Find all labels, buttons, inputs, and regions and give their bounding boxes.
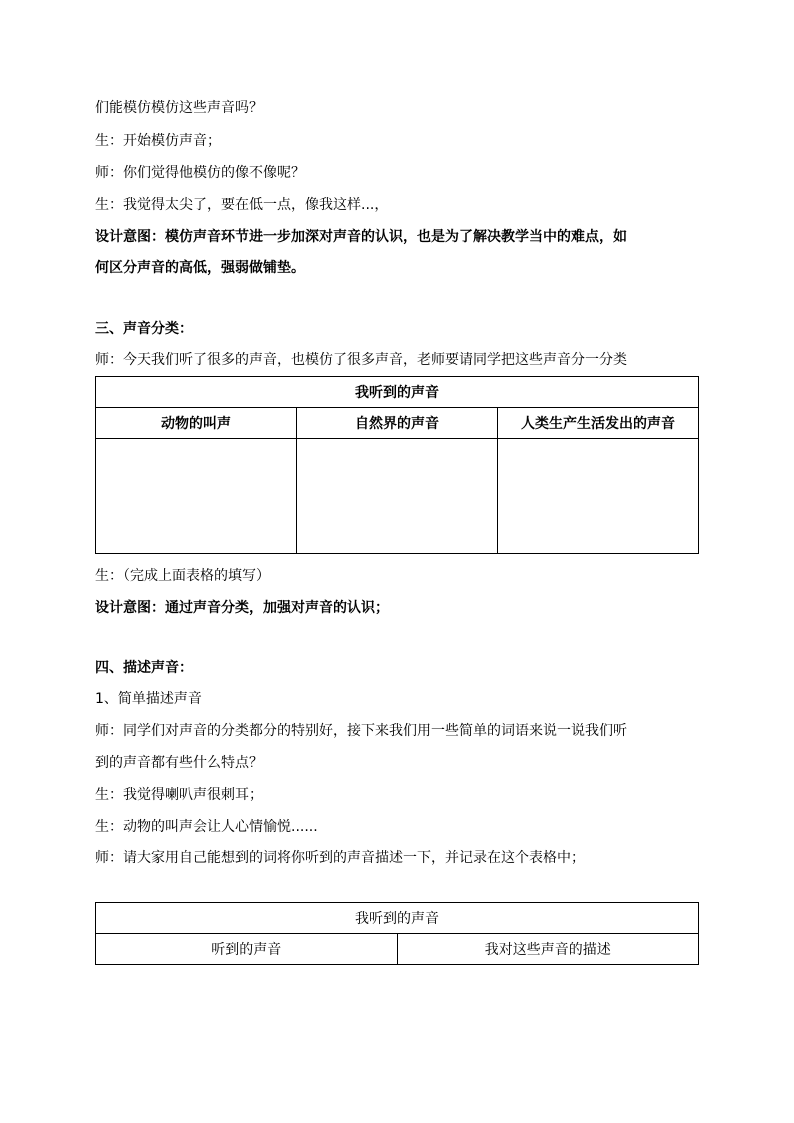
table-title: 我听到的声音 [96,377,699,408]
sound-description-table [95,902,699,965]
sound-classification-table [95,376,699,554]
column-header: 自然界的声音 [297,408,498,439]
paragraph-line: 师：今天我们听了很多的声音，也模仿了很多声音，老师要请同学把这些声音分一分类 [95,352,627,368]
column-header: 我对这些声音的描述 [397,934,699,965]
column-header: 听到的声音 [96,934,398,965]
design-intent-line: 设计意图：模仿声音环节进一步加深对声音的认识，也是为了解决教学当中的难点，如 [95,229,627,245]
paragraph-line: 生：动物的叫声会让人心情愉悦...... [95,819,318,835]
design-intent-line: 何区分声音的高低，强弱做铺垫。 [95,260,305,276]
table-cell[interactable] [498,439,699,554]
section-heading: 四、描述声音： [95,660,193,676]
paragraph-line: 生：我觉得太尖了，要在低一点，像我这样...， [95,197,389,213]
table-title: 我听到的声音 [96,903,699,934]
column-header: 动物的叫声 [96,408,297,439]
paragraph-line: 师：你们觉得他模仿的像不像呢？ [95,165,305,181]
paragraph-line: 生：我觉得喇叭声很刺耳； [95,787,263,803]
section-heading: 三、声音分类： [95,321,193,337]
column-header: 人类生产生活发出的声音 [498,408,699,439]
design-intent-line: 设计意图：通过声音分类，加强对声音的认识； [95,600,389,616]
subsection-heading: 1、简单描述声音 [95,691,202,707]
paragraph-line: 师：同学们对声音的分类都分的特别好，接下来我们用一些简单的词语来说一说我们听 [95,723,627,739]
paragraph-line: 师：请大家用自己能想到的词将你听到的声音描述一下，并记录在这个表格中； [95,850,585,866]
paragraph-line: 生：（完成上面表格的填写） [95,568,270,584]
paragraph-line: 生：开始模仿声音； [95,133,221,149]
paragraph-line: 们能模仿模仿这些声音吗？ [95,100,263,116]
table-cell[interactable] [96,439,297,554]
table-cell[interactable] [297,439,498,554]
paragraph-line: 到的声音都有些什么特点？ [95,755,263,771]
